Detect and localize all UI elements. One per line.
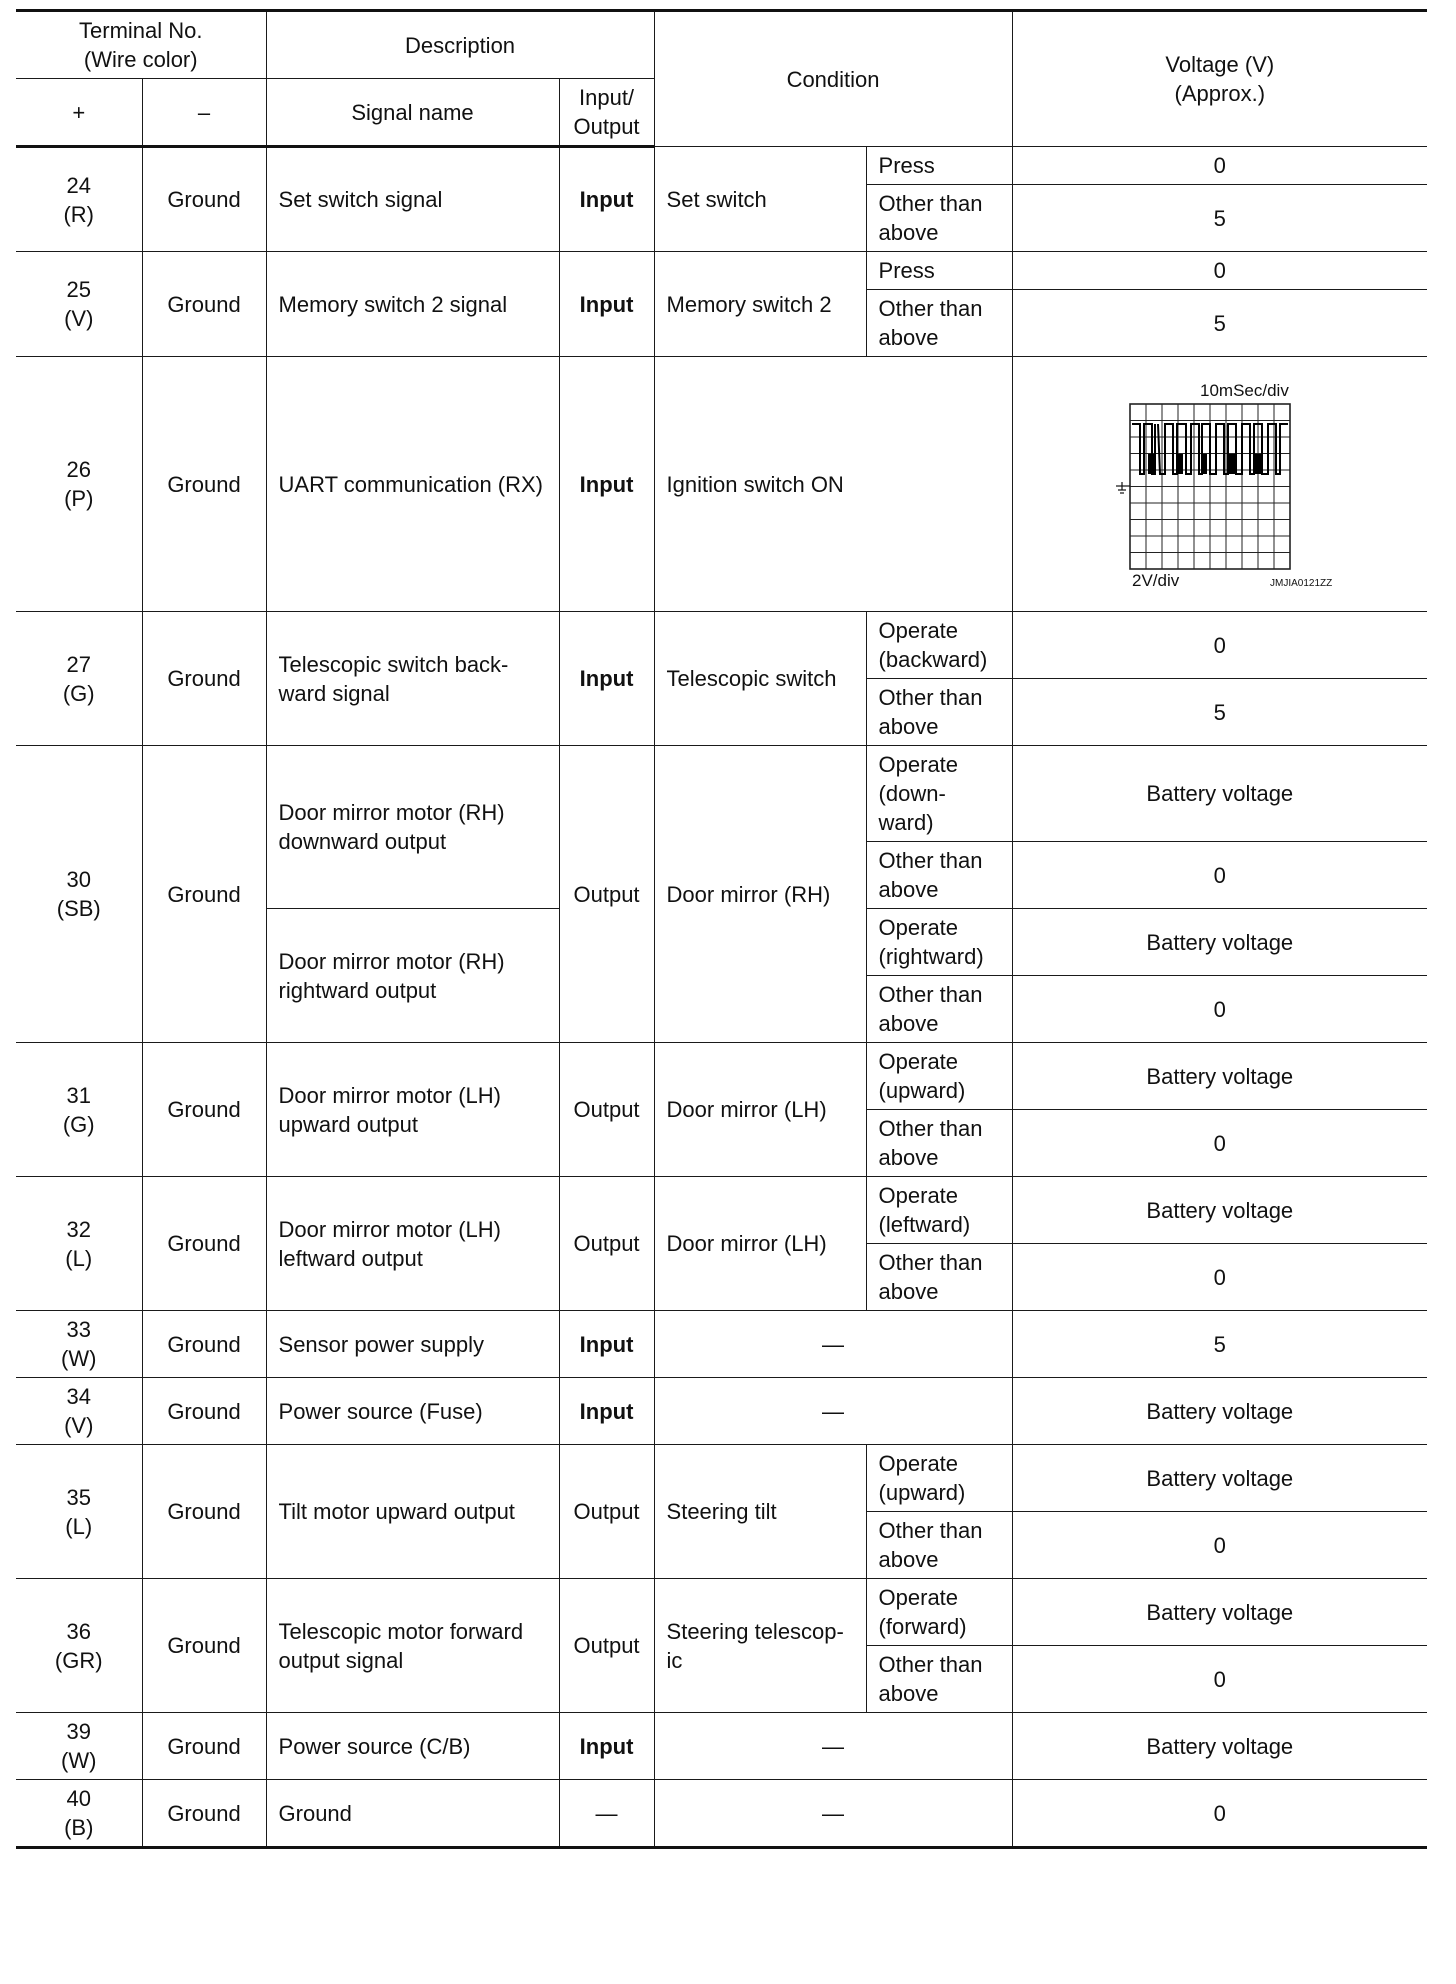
signal-name-cell: Power source (Fuse) bbox=[266, 1378, 559, 1445]
io-cell: Output bbox=[559, 1445, 654, 1579]
header-wire-color-label: (Wire color) bbox=[83, 47, 198, 72]
sub-condition-cell: Press bbox=[866, 147, 1012, 185]
terminal-cell bbox=[16, 1043, 142, 1177]
table-row bbox=[16, 1445, 1427, 1512]
ground-cell: Ground bbox=[142, 1713, 266, 1780]
voltage-cell: Battery voltage bbox=[1012, 1579, 1427, 1646]
terminal-table bbox=[16, 9, 1427, 1849]
ground-symbol-icon bbox=[1116, 482, 1130, 493]
io-cell: Input bbox=[559, 1713, 654, 1780]
terminal-number: 39 bbox=[66, 1719, 91, 1744]
wire-color: (V) bbox=[64, 306, 94, 331]
sub-condition-cell: Other than above bbox=[866, 976, 1012, 1043]
condition-cell: — bbox=[654, 1780, 1012, 1848]
ground-cell: Ground bbox=[142, 1311, 266, 1378]
sub-condition-cell: Other than above bbox=[866, 842, 1012, 909]
signal-name-cell: Memory switch 2 signal bbox=[266, 252, 559, 357]
table-row bbox=[16, 357, 1427, 612]
voltage-cell: Battery voltage bbox=[1012, 1378, 1427, 1445]
voltage-cell: 0 bbox=[1012, 1110, 1427, 1177]
terminal-cell bbox=[16, 252, 142, 357]
voltage-cell: 0 bbox=[1012, 612, 1427, 679]
table-row bbox=[16, 1378, 1427, 1445]
voltage-cell: 0 bbox=[1012, 1244, 1427, 1311]
condition-cell: — bbox=[654, 1713, 1012, 1780]
io-cell: Input bbox=[559, 357, 654, 612]
terminal-number: 40 bbox=[66, 1786, 91, 1811]
voltage-cell: Battery voltage bbox=[1012, 909, 1427, 976]
sub-condition-cell: Operate (backward) bbox=[866, 612, 1012, 679]
voltage-cell: 0 bbox=[1012, 842, 1427, 909]
ground-cell: Ground bbox=[142, 147, 266, 252]
terminal-cell bbox=[16, 612, 142, 746]
voltage-cell: 0 bbox=[1012, 976, 1427, 1043]
header-terminal-label: Terminal No. bbox=[79, 18, 203, 43]
voltage-cell: 0 bbox=[1012, 147, 1427, 185]
voltage-cell: 5 bbox=[1012, 185, 1427, 252]
voltage-cell: Battery voltage bbox=[1012, 1043, 1427, 1110]
sub-condition-cell: Press bbox=[866, 252, 1012, 290]
terminal-number: 32 bbox=[66, 1216, 91, 1242]
signal-name-cell: UART communication (RX) bbox=[266, 357, 559, 612]
voltage-cell: 0 bbox=[1012, 1512, 1427, 1579]
sub-condition-cell: Other than above bbox=[866, 185, 1012, 252]
ground-cell: Ground bbox=[142, 1780, 266, 1848]
terminal-cell bbox=[16, 1311, 142, 1378]
voltage-cell: Battery voltage bbox=[1012, 1713, 1427, 1780]
io-cell: Input bbox=[559, 1378, 654, 1445]
terminal-cell bbox=[16, 1780, 142, 1848]
terminal-cell bbox=[16, 1713, 142, 1780]
header-row-1 bbox=[16, 11, 1427, 79]
io-cell: Input bbox=[559, 1311, 654, 1378]
header-voltage bbox=[1012, 11, 1427, 147]
table-row bbox=[16, 147, 1427, 185]
ground-cell: Ground bbox=[142, 1043, 266, 1177]
wire-color: (W) bbox=[61, 1346, 97, 1371]
table-row bbox=[16, 612, 1427, 679]
terminal-number: 30 bbox=[66, 867, 91, 892]
waveform-voltage-label: 2V/div bbox=[1131, 571, 1180, 590]
condition-cell: Set switch bbox=[654, 147, 866, 252]
voltage-cell: Battery voltage bbox=[1012, 746, 1427, 842]
wire-color: (V) bbox=[64, 1413, 94, 1438]
wire-color: (L) bbox=[65, 1513, 93, 1539]
ground-cell: Ground bbox=[142, 1177, 266, 1311]
header-plus: + bbox=[16, 79, 142, 147]
condition-cell: — bbox=[654, 1378, 1012, 1445]
condition-cell: Telescopic switch bbox=[654, 612, 866, 746]
condition-cell: — bbox=[654, 1311, 1012, 1378]
terminal-number: 35 bbox=[66, 1484, 91, 1510]
header-approx-label: (Approx.) bbox=[1174, 81, 1266, 106]
voltage-cell: Battery voltage bbox=[1012, 1177, 1427, 1244]
io-cell: Output bbox=[559, 1043, 654, 1177]
ground-cell: Ground bbox=[142, 357, 266, 612]
voltage-cell: 5 bbox=[1012, 1311, 1427, 1378]
table-row bbox=[16, 1177, 1427, 1244]
table-row bbox=[16, 1311, 1427, 1378]
terminal-number: 26 bbox=[66, 457, 91, 482]
table-row bbox=[16, 1579, 1427, 1646]
signal-name-cell: Door mirror motor (LH) upward output bbox=[266, 1043, 559, 1177]
header-io-line2: Output bbox=[573, 114, 640, 139]
terminal-number: 25 bbox=[66, 277, 91, 302]
header-io-line1: Input/ bbox=[579, 85, 635, 110]
header-terminal bbox=[16, 11, 266, 79]
table-row bbox=[16, 746, 1427, 842]
signal-name-cell: Tilt motor upward output bbox=[266, 1445, 559, 1579]
wire-color: (R) bbox=[63, 201, 95, 227]
terminal-number: 31 bbox=[66, 1082, 91, 1108]
terminal-number: 36 bbox=[66, 1618, 91, 1644]
table-row bbox=[16, 252, 1427, 290]
terminal-cell bbox=[16, 1445, 142, 1579]
voltage-cell: 5 bbox=[1012, 290, 1427, 357]
sub-condition-cell: Other than above bbox=[866, 1646, 1012, 1713]
terminal-number: 27 bbox=[66, 651, 91, 677]
ground-cell: Ground bbox=[142, 612, 266, 746]
sub-condition-cell: Operate (down-ward) bbox=[866, 746, 1012, 842]
sub-condition-cell: Other than above bbox=[866, 1512, 1012, 1579]
io-cell: Output bbox=[559, 1579, 654, 1713]
voltage-cell: Battery voltage bbox=[1012, 1445, 1427, 1512]
table-row bbox=[16, 1780, 1427, 1848]
signal-name-cell: Power source (C/B) bbox=[266, 1713, 559, 1780]
sub-condition-cell: Operate (upward) bbox=[866, 1043, 1012, 1110]
header-signal-name: Signal name bbox=[266, 79, 559, 147]
io-cell: Input bbox=[559, 147, 654, 252]
sub-condition-cell: Other than above bbox=[866, 1244, 1012, 1311]
sub-condition-cell: Operate (upward) bbox=[866, 1445, 1012, 1512]
wire-color: (GR) bbox=[54, 1647, 103, 1673]
condition-cell: Door mirror (RH) bbox=[654, 746, 866, 1043]
signal-name-cell: Sensor power supply bbox=[266, 1311, 559, 1378]
wire-color: (W) bbox=[61, 1748, 97, 1773]
condition-cell: Steering tilt bbox=[654, 1445, 866, 1579]
voltage-cell: 5 bbox=[1012, 679, 1427, 746]
wire-color: (L) bbox=[65, 1245, 93, 1271]
signal-name-cell: Ground bbox=[266, 1780, 559, 1848]
header-io bbox=[559, 79, 654, 147]
header-description: Description bbox=[266, 11, 654, 79]
io-cell: Input bbox=[559, 612, 654, 746]
condition-cell: Door mirror (LH) bbox=[654, 1177, 866, 1311]
sub-condition-cell: Other than above bbox=[866, 679, 1012, 746]
ground-cell: Ground bbox=[142, 746, 266, 1043]
wire-color: (B) bbox=[64, 1815, 94, 1840]
signal-name-cell: Telescopic motor forward output signal bbox=[266, 1579, 559, 1713]
waveform-code-label: JMJIA0121ZZ bbox=[1269, 578, 1333, 589]
sub-condition-cell: Operate (rightward) bbox=[866, 909, 1012, 976]
sub-condition-cell: Other than above bbox=[866, 290, 1012, 357]
signal-name-cell: Door mirror motor (LH) leftward output bbox=[266, 1177, 559, 1311]
ground-cell: Ground bbox=[142, 1579, 266, 1713]
io-cell: Output bbox=[559, 746, 654, 1043]
io-cell: Output bbox=[559, 1177, 654, 1311]
condition-cell: Ignition switch ON bbox=[654, 357, 1012, 612]
terminal-number: 34 bbox=[66, 1384, 91, 1409]
waveform-cell bbox=[1012, 357, 1427, 612]
voltage-cell: 0 bbox=[1012, 1780, 1427, 1848]
sub-condition-cell: Operate (leftward) bbox=[866, 1177, 1012, 1244]
terminal-cell bbox=[16, 147, 142, 252]
signal-name-cell: Set switch signal bbox=[266, 147, 559, 252]
header-minus: – bbox=[142, 79, 266, 147]
terminal-cell bbox=[16, 357, 142, 612]
signal-name-cell: Door mirror motor (RH) rightward output bbox=[266, 909, 559, 1043]
ground-cell: Ground bbox=[142, 1445, 266, 1579]
oscilloscope-waveform bbox=[1070, 374, 1370, 594]
io-cell: Input bbox=[559, 252, 654, 357]
condition-cell: Memory switch 2 bbox=[654, 252, 866, 357]
voltage-cell: 0 bbox=[1012, 1646, 1427, 1713]
ground-cell: Ground bbox=[142, 252, 266, 357]
io-cell: — bbox=[559, 1780, 654, 1848]
waveform-time-label: 10mSec/div bbox=[1199, 381, 1289, 400]
terminal-cell bbox=[16, 1177, 142, 1311]
terminal-cell bbox=[16, 1579, 142, 1713]
terminal-number: 24 bbox=[66, 172, 91, 198]
header-voltage-label: Voltage (V) bbox=[1165, 52, 1275, 77]
condition-cell: Steering telescop-ic bbox=[654, 1579, 866, 1713]
wire-color: (G) bbox=[62, 1111, 95, 1137]
condition-cell: Door mirror (LH) bbox=[654, 1043, 866, 1177]
signal-name-cell: Door mirror motor (RH) downward output bbox=[266, 746, 559, 909]
ground-cell: Ground bbox=[142, 1378, 266, 1445]
terminal-cell bbox=[16, 746, 142, 1043]
wire-color: (SB) bbox=[56, 896, 101, 921]
table-row bbox=[16, 1713, 1427, 1780]
table-row bbox=[16, 1043, 1427, 1110]
header-condition: Condition bbox=[654, 11, 1012, 147]
wire-color: (G) bbox=[62, 680, 95, 706]
sub-condition-cell: Other than above bbox=[866, 1110, 1012, 1177]
terminal-cell bbox=[16, 1378, 142, 1445]
sub-condition-cell: Operate (forward) bbox=[866, 1579, 1012, 1646]
voltage-cell: 0 bbox=[1012, 252, 1427, 290]
terminal-number: 33 bbox=[66, 1317, 91, 1342]
wire-color: (P) bbox=[64, 486, 94, 511]
signal-name-cell: Telescopic switch back-ward signal bbox=[266, 612, 559, 746]
